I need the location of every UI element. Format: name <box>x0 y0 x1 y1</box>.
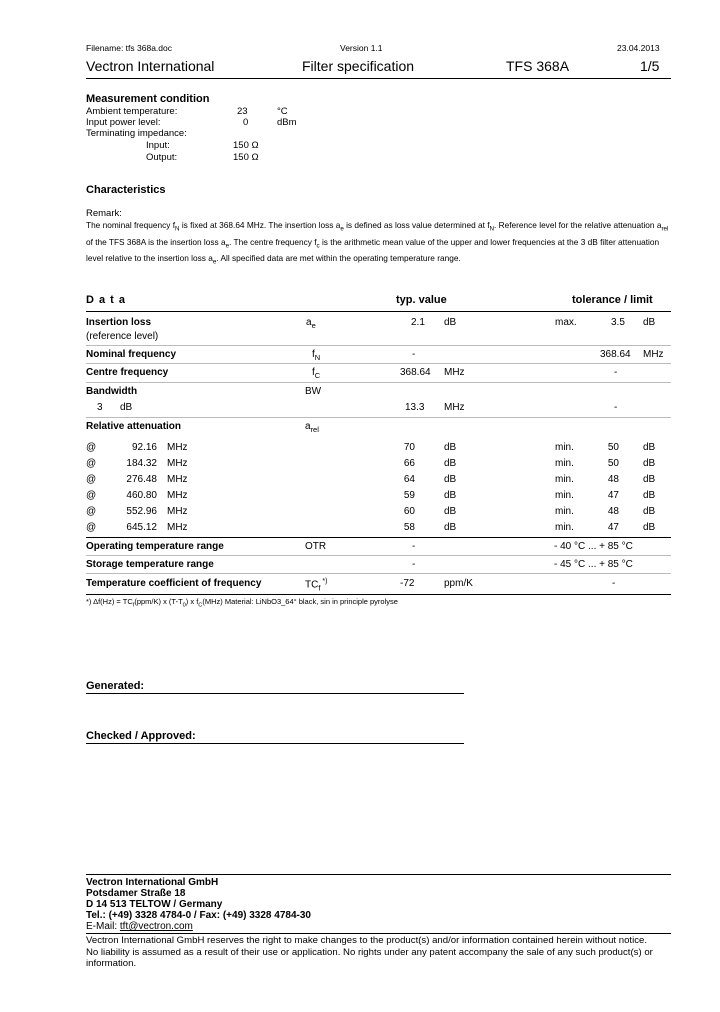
input-power-value: 0 <box>243 117 249 128</box>
checked-signature-line <box>86 743 464 744</box>
centre-freq-typ-unit: MHz <box>444 367 465 378</box>
ambient-unit: °C <box>277 106 288 117</box>
centre-freq-typ: 368.64 <box>400 367 431 378</box>
bandwidth-level-unit: dB <box>120 402 133 413</box>
rel-att-freq: 92.16 <box>131 442 157 453</box>
table-header-divider <box>86 311 671 312</box>
rel-att-typ: 66 <box>403 458 415 469</box>
input-impedance: 150 Ω <box>233 140 259 151</box>
output-impedance: 150 Ω <box>233 152 259 163</box>
rel-att-symbol: $a_{rel}$ <box>305 421 319 434</box>
rel-att-typ: 60 <box>403 506 415 517</box>
rel-att-tol: 47 <box>607 490 619 501</box>
rel-att-at: @ <box>86 458 97 469</box>
bandwidth-typ-unit: MHz <box>444 402 465 413</box>
row-divider <box>86 555 671 556</box>
bandwidth-tol: - <box>614 402 618 413</box>
rel-att-tol: 50 <box>607 458 619 469</box>
rel-att-freq: 552.96 <box>126 506 157 517</box>
generated-label: Generated: <box>86 680 145 692</box>
otr-label: Operating temperature range <box>86 541 224 552</box>
rel-att-divider <box>86 537 671 538</box>
rel-att-at: @ <box>86 490 97 501</box>
rel-att-freq: 184.32 <box>126 458 157 469</box>
remark-label: Remark: <box>86 208 122 219</box>
insertion-loss-typ: 2.1 <box>411 317 425 328</box>
insertion-loss-tol-prefix: max. <box>555 317 577 328</box>
rel-att-at: @ <box>86 522 97 533</box>
rel-att-tol-prefix: min. <box>555 522 574 533</box>
disclaimer: Vectron International GmbH reserves the right to make changes to the product(s) and/or information contained herein without notice. No liability is assumed as a result of their use or application. No rights under any patent accompany the sale of any such product(s) or information. <box>86 935 653 969</box>
characteristics-heading: Characteristics <box>86 184 166 196</box>
insertion-loss-sublabel: (reference level) <box>86 331 159 342</box>
bandwidth-typ: 13.3 <box>405 402 425 413</box>
footnote: *) $\Delta f(Hz) = TC_f(ppm/K)$ x $(T-T_0)$ x $f_C(MHz)$ Material: LiNbO3_64° black, sin in principle pyrolyse <box>86 597 398 609</box>
date: 23.04.2013 <box>617 43 660 53</box>
header-divider <box>86 78 671 79</box>
rel-att-tol: 48 <box>607 474 619 485</box>
otr-symbol: OTR <box>305 541 327 552</box>
rel-att-typ: 59 <box>403 490 415 501</box>
footer-divider-2 <box>86 933 671 934</box>
insertion-loss-typ-unit: dB <box>444 317 457 328</box>
otr-tol: - 40 °C ... + 85 °C <box>554 541 633 552</box>
rel-att-tol-prefix: min. <box>555 458 574 469</box>
row-divider <box>86 363 671 364</box>
email-label: E-Mail: <box>86 921 120 932</box>
rel-att-typ: 64 <box>403 474 415 485</box>
footer-email-row <box>86 921 193 932</box>
rel-att-tol: 48 <box>607 506 619 517</box>
tcf-typ-unit: ppm/K <box>444 578 473 589</box>
rel-att-typ-unit: dB <box>444 490 457 501</box>
output-label: Output: <box>146 152 178 163</box>
nominal-freq-label: Nominal frequency <box>86 349 177 360</box>
rel-att-typ-unit: dB <box>444 522 457 533</box>
rel-att-typ-unit: dB <box>444 506 457 517</box>
rel-att-freq: 645.12 <box>126 522 157 533</box>
insertion-loss-label: Insertion loss <box>86 317 152 328</box>
tcf-symbol: $TC_f$ *) <box>305 578 328 593</box>
terminating-label: Terminating impedance: <box>86 128 187 139</box>
centre-freq-label: Centre frequency <box>86 367 169 378</box>
footer-phone: Tel.: (+49) 3328 4784-0 / Fax: (+49) 3328 4784-30 <box>86 910 311 921</box>
rel-att-typ: 70 <box>403 442 415 453</box>
row-divider <box>86 573 671 574</box>
row-divider <box>86 382 671 383</box>
bandwidth-label: Bandwidth <box>86 386 138 397</box>
rel-att-tol-unit: dB <box>643 506 656 517</box>
ambient-value: 23 <box>237 106 248 117</box>
otr-typ: - <box>412 541 416 552</box>
rel-att-tol-unit: dB <box>643 522 656 533</box>
row-divider <box>86 417 671 418</box>
tcf-label: Temperature coefficient of frequency <box>86 578 262 589</box>
rel-att-freq-unit: MHz <box>167 442 188 453</box>
rel-att-at: @ <box>86 442 97 453</box>
col-data-header: D a t a <box>86 294 127 306</box>
footer-divider <box>86 874 671 875</box>
version: Version 1.1 <box>340 43 383 53</box>
centre-freq-tol: - <box>614 367 618 378</box>
rel-att-tol: 50 <box>607 442 619 453</box>
rel-att-freq-unit: MHz <box>167 506 188 517</box>
rel-att-tol-prefix: min. <box>555 490 574 501</box>
rel-att-at: @ <box>86 506 97 517</box>
bandwidth-level: 3 <box>97 402 103 413</box>
rel-att-typ-unit: dB <box>444 442 457 453</box>
rel-att-tol-unit: dB <box>643 474 656 485</box>
input-label: Input: <box>146 140 170 151</box>
rel-att-freq: 460.80 <box>126 490 157 501</box>
str-label: Storage temperature range <box>86 559 214 570</box>
rel-att-freq-unit: MHz <box>167 458 188 469</box>
tcf-tol: - <box>612 578 616 589</box>
insertion-loss-tol-unit: dB <box>643 317 656 328</box>
nominal-freq-tol: 368.64 <box>600 349 631 360</box>
rel-att-typ: 58 <box>403 522 415 533</box>
rel-att-freq-unit: MHz <box>167 522 188 533</box>
rel-att-freq: 276.48 <box>126 474 157 485</box>
rel-att-tol-unit: dB <box>643 458 656 469</box>
page-number: 1/5 <box>640 58 660 74</box>
rel-att-label: Relative attenuation <box>86 421 182 432</box>
str-tol: - 45 °C ... + 85 °C <box>554 559 633 570</box>
insertion-loss-tol: 3.5 <box>611 317 625 328</box>
email-link[interactable]: tft@vectron.com <box>119 921 193 932</box>
file-name: Filename: tfs 368a.doc <box>86 43 172 53</box>
company-title: Vectron International <box>86 58 215 74</box>
rel-att-typ-unit: dB <box>444 458 457 469</box>
checked-label: Checked / Approved: <box>86 730 196 742</box>
input-power-label: Input power level: <box>86 117 161 128</box>
col-typ-header: typ. value <box>396 294 447 306</box>
part-number: TFS 368A <box>506 58 570 74</box>
rel-att-at: @ <box>86 474 97 485</box>
footer-city: D 14 513 TELTOW / Germany <box>86 899 223 910</box>
doc-type: Filter specification <box>302 58 415 74</box>
measurement-heading: Measurement condition <box>86 93 210 105</box>
insertion-loss-symbol: $a_e$ <box>306 317 316 330</box>
rel-att-freq-unit: MHz <box>167 474 188 485</box>
table-bottom-divider <box>86 594 671 595</box>
rel-att-tol: 47 <box>607 522 619 533</box>
tcf-typ: -72 <box>400 578 415 589</box>
rel-att-freq-unit: MHz <box>167 490 188 501</box>
input-power-unit: dBm <box>277 117 297 128</box>
footer-street: Potsdamer Straße 18 <box>86 888 186 899</box>
remark-text: The nominal frequency $f_N$ is fixed at 368.64 MHz. The insertion loss $a_e$ is defined as loss value determined at $f_N$. Reference level for the relative attenuation $a_{rel}$ of the TFS 368A is the insertion loss $a_e$. The centre frequency $f_c$ is the arithmetic mean value of the upper and lower frequencies at the 3 dB filter attenuation level relative to the insertion loss $a_e$. All specified data are met within the operating temperature range. <box>86 220 669 266</box>
nominal-freq-typ: - <box>412 349 416 360</box>
str-typ: - <box>412 559 416 570</box>
ambient-label: Ambient temperature: <box>86 106 178 117</box>
row-divider <box>86 345 671 346</box>
col-tol-header: tolerance / limit <box>572 294 653 306</box>
nominal-freq-tol-unit: MHz <box>643 349 664 360</box>
nominal-freq-symbol: $f_N$ <box>312 349 321 362</box>
rel-att-typ-unit: dB <box>444 474 457 485</box>
bandwidth-symbol: BW <box>305 386 322 397</box>
centre-freq-symbol: $f_C$ <box>312 367 321 380</box>
rel-att-tol-unit: dB <box>643 490 656 501</box>
rel-att-tol-unit: dB <box>643 442 656 453</box>
rel-att-tol-prefix: min. <box>555 442 574 453</box>
rel-att-tol-prefix: min. <box>555 506 574 517</box>
rel-att-tol-prefix: min. <box>555 474 574 485</box>
generated-signature-line <box>86 693 464 694</box>
footer-company-name: Vectron International GmbH <box>86 877 219 888</box>
